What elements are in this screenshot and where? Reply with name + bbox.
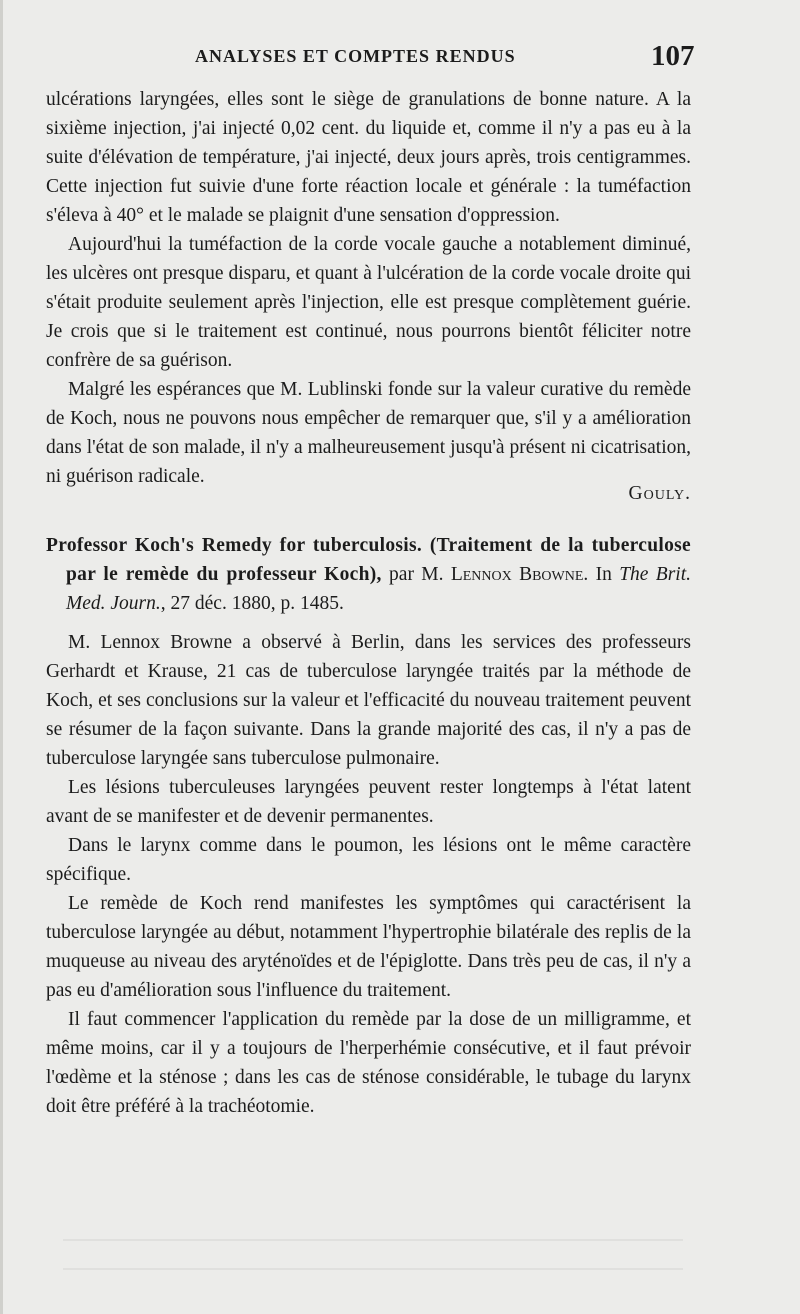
review-journal: The Brit. Med. Journ. xyxy=(66,564,691,614)
review-title: Professor Koch's Remedy for tuberculosis. (Traitement de la tuberculose par le remède du professeur Koch), xyxy=(46,535,691,585)
page-number: 107 xyxy=(651,40,695,72)
bleed-through-shadow xyxy=(63,1230,683,1270)
review-citation: , 27 déc. 1880, p. 1485. xyxy=(160,593,344,614)
page-body xyxy=(46,85,691,1121)
paragraph: Les lésions tuberculeuses laryngées peuvent rester longtemps à l'état latent avant de se manifester et de devenir permanentes. xyxy=(46,777,691,827)
review-by: par M. xyxy=(381,564,451,585)
running-title: ANALYSES ET COMPTES RENDUS xyxy=(195,46,516,66)
paragraph: Malgré les espérances que M. Lublinski fonde sur la valeur curative du remède de Koch, nous ne pouvons nous empêcher de remarquer que, s'il y a amélioration dans l'état de son malade, il n'y a malheureusement jusqu'à présent ni cicatrisation, ni guérison radicale. xyxy=(46,379,691,487)
paragraph: Le remède de Koch rend manifestes les symptômes qui caractérisent la tuberculose laryngée au début, notamment l'hypertrophie bilatérale des replis de la muqueuse au niveau des aryténoïdes et de l'épiglotte. Dans très peu de cas, il n'y a pas eu d'amélioration sous l'influence du traitement. xyxy=(46,893,691,1001)
running-header xyxy=(3,40,800,80)
paragraph: M. Lennox Browne a observé à Berlin, dans les services des professeurs Gerhardt et Krause, 21 cas de tuberculose laryngée traités par la méthode de Koch, et ses conclusions sur la valeur et l'efficacité du nouveau traitement peuvent se résumer de la façon suivante. Dans la grande majorité des cas, il n'y a pas de tuberculose laryngée sans tuberculose pulmonaire. xyxy=(46,632,691,769)
signature: Gouly. xyxy=(628,483,691,504)
review-heading xyxy=(46,531,691,618)
review-in: . In xyxy=(583,564,620,585)
review-author: Lennox Bbowne xyxy=(450,564,584,585)
paragraph: Il faut commencer l'application du remède par la dose de un milligramme, et même moins, car il y a toujours de l'herperhémie consécutive, et il faut prévoir l'œdème et la sténose ; dans les cas de sténose considérable, le tubage du larynx doit être préféré à la trachéotomie. xyxy=(46,1009,691,1117)
paragraph: Aujourd'hui la tuméfaction de la corde vocale gauche a notablement diminué, les ulcères ont presque disparu, et quant à l'ulcération de la corde vocale droite qui s'était produite seulement après l'injection, elle est presque complètement guérie. Je crois que si le traitement est continué, nous pourrons bientôt féliciter notre confrère de sa guérison. xyxy=(46,234,691,371)
paragraph: Dans le larynx comme dans le poumon, les lésions ont le même caractère spécifique. xyxy=(46,835,691,885)
paragraph-continuation: ulcérations laryngées, elles sont le siège de granulations de bonne nature. A la sixième injection, j'ai injecté 0,02 cent. du liquide et, comme il n'y a pas eu à la suite d'élévation de température, j'ai injecté, deux jours après, trois centigrammes. Cette injection fut suivie d'une forte réaction locale et générale : la tuméfaction s'éleva à 40° et le malade se plaignit d'une sensation d'oppression. xyxy=(46,89,691,226)
